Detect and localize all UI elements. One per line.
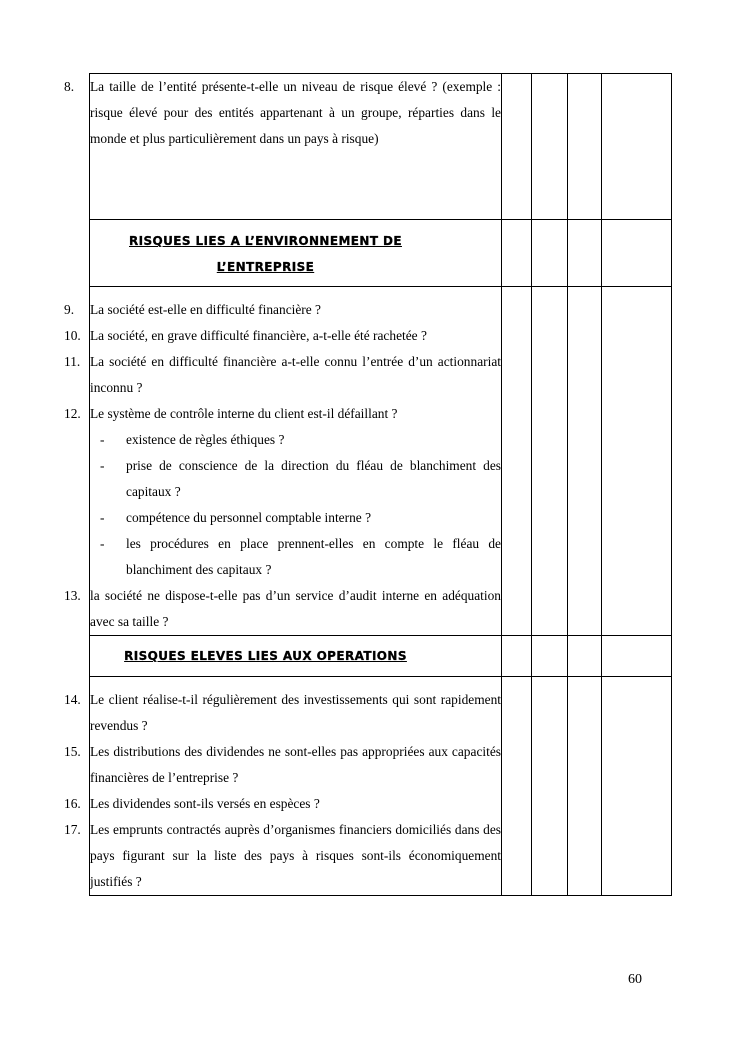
item-number: 17. bbox=[64, 822, 81, 837]
sub-item bbox=[90, 427, 501, 453]
sub-item bbox=[90, 453, 501, 505]
list-item bbox=[64, 791, 501, 817]
answer-cell[interactable] bbox=[502, 287, 532, 636]
answer-cell[interactable] bbox=[602, 287, 672, 636]
answer-cell[interactable] bbox=[568, 287, 602, 636]
answer-cell[interactable] bbox=[602, 74, 672, 220]
item-text: Le système de contrôle interne du client est-il défaillant ? bbox=[90, 406, 398, 421]
section-heading-line: L’ENTREPRISE bbox=[216, 260, 315, 274]
item-text: La taille de l’entité présente-t-elle un niveau de risque élevé ? (exemple : risque élevé pour des entités appartenant à un groupe, réparties dans le monde et plus particulièrement dans un pays à risque) bbox=[90, 79, 501, 146]
item-text: Les dividendes sont-ils versés en espèces ? bbox=[90, 796, 320, 811]
item-number: 13. bbox=[64, 588, 81, 603]
answer-cell[interactable] bbox=[502, 74, 532, 220]
item-text: la société ne dispose-t-elle pas d’un service d’audit interne en adéquation avec sa taille ? bbox=[90, 588, 501, 629]
section-heading-cell bbox=[90, 636, 502, 677]
item-text: Les emprunts contractés auprès d’organismes financiers domiciliés dans des pays figurant sur la liste des pays à risques sont-ils économiquement justifiés ? bbox=[90, 822, 501, 889]
list-item bbox=[64, 74, 501, 152]
dash-bullet: - bbox=[100, 510, 105, 525]
item-number: 14. bbox=[64, 692, 81, 707]
item-text: La société, en grave difficulté financière, a-t-elle été rachetée ? bbox=[90, 328, 427, 343]
answer-cell[interactable] bbox=[532, 287, 568, 636]
answer-cell[interactable] bbox=[568, 636, 602, 677]
answer-cell[interactable] bbox=[532, 74, 568, 220]
list-item bbox=[64, 739, 501, 791]
list-item bbox=[64, 687, 501, 739]
item-number: 16. bbox=[64, 796, 81, 811]
table-row bbox=[90, 677, 672, 896]
list-item bbox=[64, 297, 501, 323]
item-number: 12. bbox=[64, 406, 81, 421]
table-row bbox=[90, 287, 672, 636]
section-heading-line: RISQUES LIES A L’ENVIRONNEMENT DE bbox=[129, 234, 402, 248]
answer-cell[interactable] bbox=[502, 220, 532, 287]
question-cell bbox=[64, 287, 502, 636]
answer-cell[interactable] bbox=[568, 220, 602, 287]
section-heading-operations: RISQUES ELEVES LIES AUX OPERATIONS bbox=[124, 649, 407, 663]
table-row bbox=[90, 74, 672, 220]
dash-bullet: - bbox=[100, 432, 105, 447]
item-number: 15. bbox=[64, 744, 81, 759]
sub-item-text: prise de conscience de la direction du fléau de blanchiment des capitaux ? bbox=[126, 458, 501, 499]
answer-cell[interactable] bbox=[602, 636, 672, 677]
list-item bbox=[64, 401, 501, 427]
dash-bullet: - bbox=[100, 458, 105, 473]
sub-item bbox=[90, 531, 501, 583]
item-text: Le client réalise-t-il régulièrement des investissements qui sont rapidement revendus ? bbox=[90, 692, 501, 733]
table-row bbox=[90, 220, 672, 287]
sub-item-text: les procédures en place prennent-elles en compte le fléau de blanchiment des capitaux ? bbox=[126, 536, 501, 577]
item-number: 9. bbox=[64, 302, 75, 317]
item-text: La société en difficulté financière a-t-elle connu l’entrée d’un actionnariat inconnu ? bbox=[90, 354, 501, 395]
risk-checklist-table bbox=[64, 73, 672, 896]
item-text: Les distributions des dividendes ne sont-elles pas appropriées aux capacités financières de l’entreprise ? bbox=[90, 744, 501, 785]
page-number: 60 bbox=[628, 972, 642, 987]
question-cell bbox=[64, 74, 502, 220]
answer-cell[interactable] bbox=[532, 636, 568, 677]
list-item bbox=[64, 583, 501, 635]
answer-cell[interactable] bbox=[502, 636, 532, 677]
sub-item-text: existence de règles éthiques ? bbox=[126, 432, 285, 447]
list-item bbox=[64, 817, 501, 895]
section-heading-cell bbox=[90, 220, 502, 287]
section-heading-environment bbox=[90, 220, 501, 280]
item-text: La société est-elle en difficulté financière ? bbox=[90, 302, 321, 317]
table-row bbox=[90, 636, 672, 677]
item-number: 10. bbox=[64, 328, 81, 343]
answer-cell[interactable] bbox=[568, 74, 602, 220]
list-item bbox=[64, 323, 501, 349]
answer-cell[interactable] bbox=[602, 220, 672, 287]
sub-item-text: compétence du personnel comptable interne ? bbox=[126, 510, 372, 525]
answer-cell[interactable] bbox=[532, 677, 568, 896]
item-number: 11. bbox=[64, 354, 81, 369]
answer-cell[interactable] bbox=[568, 677, 602, 896]
answer-cell[interactable] bbox=[532, 220, 568, 287]
list-item bbox=[64, 349, 501, 401]
sub-item bbox=[90, 505, 501, 531]
dash-bullet: - bbox=[100, 536, 105, 551]
answer-cell[interactable] bbox=[502, 677, 532, 896]
answer-cell[interactable] bbox=[602, 677, 672, 896]
question-cell bbox=[64, 677, 502, 896]
item-number: 8. bbox=[64, 79, 75, 94]
